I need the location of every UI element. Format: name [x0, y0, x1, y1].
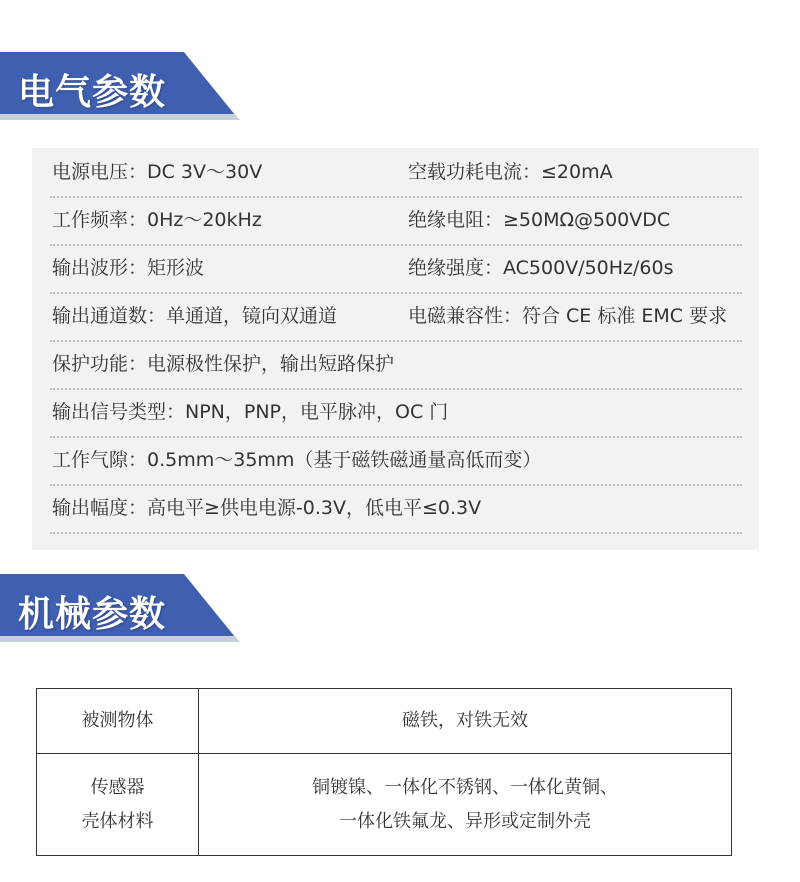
mechanical-params-table: [36, 688, 732, 856]
table-label-housing-material: 传感器 壳体材料: [81, 776, 154, 832]
param-row: [50, 148, 742, 198]
param-supply-voltage: 电源电压：DC 3V～30V: [52, 161, 263, 183]
param-air-gap: 工作气隙：0.5mm～35mm（基于磁铁磁通量高低而变）: [52, 449, 542, 471]
param-insulation-resistance: 绝缘电阻：≥50MΩ@500VDC: [408, 209, 671, 231]
param-frequency: 工作频率：0Hz～20kHz: [52, 209, 262, 231]
table-value-housing-material: 铜镀镍、一体化不锈钢、一体化黄铜、 一体化铁氟龙、异形或定制外壳: [312, 776, 618, 832]
param-idle-current: 空载功耗电流：≤20mA: [408, 161, 613, 183]
param-row: [50, 292, 742, 342]
param-row: [50, 436, 742, 486]
mechanical-section-banner: [0, 574, 240, 642]
table-label-detected-object: 被测物体: [81, 710, 154, 731]
param-row: [50, 388, 742, 438]
mechanical-section-title: 机械参数: [18, 594, 167, 635]
electrical-params-panel: [32, 148, 759, 550]
param-output-amplitude: 输出幅度：高电平≥供电电源-0.3V，低电平≤0.3V: [52, 497, 482, 519]
electrical-section-banner: [0, 52, 240, 120]
table-value-detected-object: 磁铁，对铁无效: [402, 710, 528, 731]
param-channels: 输出通道数：单通道，镜向双通道: [52, 305, 338, 327]
param-row: [50, 244, 742, 294]
param-row: [50, 196, 742, 246]
param-output-type: 输出信号类型：NPN，PNP，电平脉冲，OC 门: [52, 401, 449, 423]
param-protection: 保护功能：电源极性保护，输出短路保护: [52, 353, 395, 375]
param-emc: 电磁兼容性：符合 CE 标准 EMC 要求: [408, 305, 728, 327]
param-row: [50, 484, 742, 534]
electrical-section-title: 电气参数: [18, 72, 167, 113]
param-row: [50, 340, 742, 390]
param-insulation-strength: 绝缘强度：AC500V/50Hz/60s: [408, 257, 674, 279]
param-waveform: 输出波形：矩形波: [52, 257, 205, 279]
